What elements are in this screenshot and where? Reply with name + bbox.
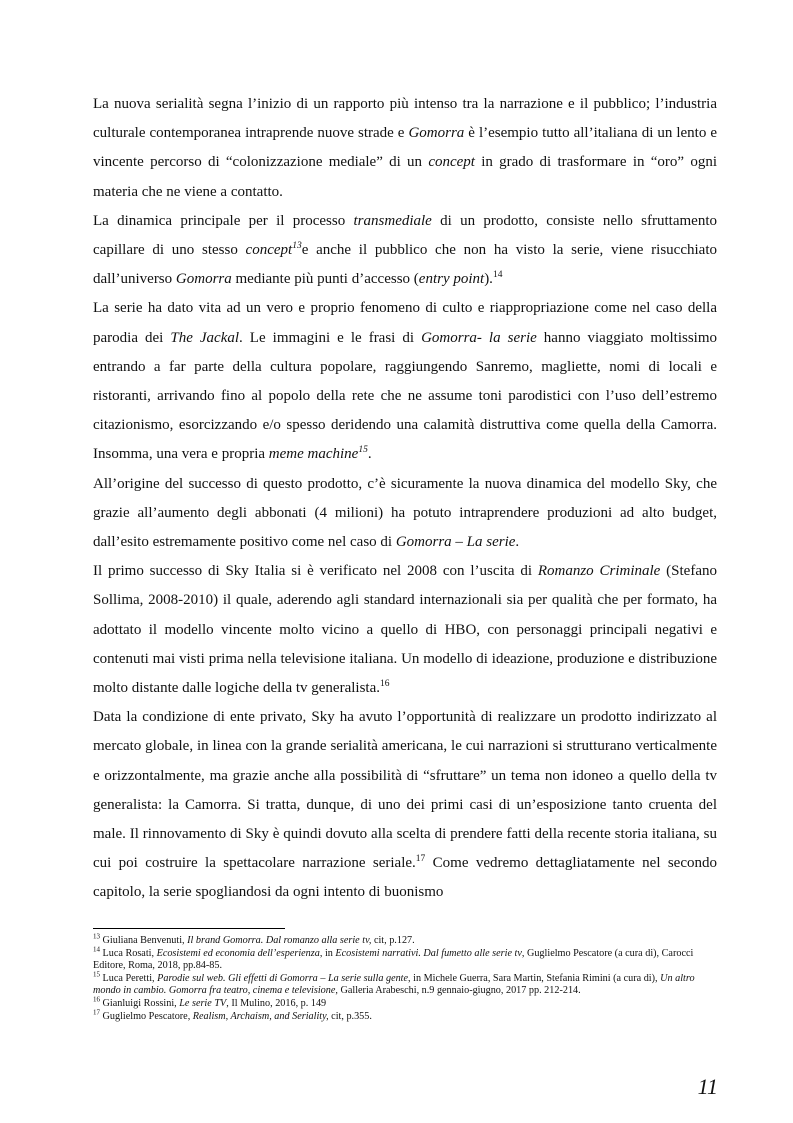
text-run: di un prodotto, consiste nello sfruttamento capillare di uno stesso xyxy=(93,212,717,259)
text-run: Gianluigi Rossini, xyxy=(100,997,180,1009)
footnote-ref: 14 xyxy=(492,270,503,281)
paragraph xyxy=(93,294,717,469)
text-run: , Il Mulino, 2016, p. 149 xyxy=(226,997,327,1009)
italic-text: Gomorra xyxy=(408,125,465,142)
paragraph xyxy=(93,703,717,907)
text-run: Luca Peretti, xyxy=(100,972,158,984)
text-run: , Guglielmo Pescatore (a cura di), Carocci Editore, Roma, 2018, pp.84-85. xyxy=(93,947,694,972)
paragraph xyxy=(93,470,717,558)
italic-text: Un altro mondo in cambio. Gomorra fra teatro, cinema e televisione xyxy=(93,972,695,997)
footnote xyxy=(93,945,717,973)
text-run: . Le immagini e le frasi di xyxy=(239,329,422,346)
footnote-ref: 13 xyxy=(292,241,302,252)
text-run: Il primo successo di Sky Italia si è verificato nel 2008 con l’uscita di xyxy=(93,563,538,580)
footnote xyxy=(93,970,717,998)
italic-text: Ecosistemi narrativi. Dal fumetto alle serie tv xyxy=(335,947,522,959)
italic-text: Realism, Archaism, and Seriality, xyxy=(192,1010,329,1022)
footnote-ref: 14 xyxy=(93,945,100,954)
italic-text: meme machine xyxy=(268,446,359,463)
text-run: Come vedremo dettagliatamente nel secondo capitolo, la serie spogliandosi da ogni intento di buonismo xyxy=(93,855,717,901)
footnotes xyxy=(93,932,717,1023)
text-run: . xyxy=(367,446,372,463)
text-run: Giuliana Benvenuti, xyxy=(100,935,188,946)
italic-text: Parodie sul web. Gli effetti di Gomorra – La serie sulla gente xyxy=(157,972,409,984)
footnote xyxy=(93,995,717,1011)
paragraph xyxy=(93,207,717,295)
italic-text: Gomorra xyxy=(175,271,232,288)
italic-text: Romanzo Criminale xyxy=(537,563,661,580)
footnote-ref: 15 xyxy=(358,445,368,456)
italic-text: Gomorra- la serie xyxy=(421,329,537,346)
text-run: Guglielmo Pescatore, xyxy=(100,1010,193,1022)
text-run: (Stefano Sollima, 2008-2010) il quale, aderendo agli standard internazionali sia per qualità che per formato, ha adottato il modello vincente molto vicino a quello di HBO, con personaggi principali negativi e contenuti mai visti prima nella televisione italiana. Un modello di ideazione, produzione e distribuzione molto distante dalle logiche della tv generalista. xyxy=(93,563,717,697)
text-run: e anche il pubblico che non ha visto la serie, viene risucchiato dall’universo xyxy=(93,242,717,288)
text-run: All’origine del successo di questo prodotto, c’è sicuramente la nuova dinamica del modello Sky, che grazie all’aumento degli abbonati (4 milioni) ha potuto intraprendere produzioni ad alto budget, dall’esito estremamente positivo come nel caso di xyxy=(93,475,717,551)
text-run: La dinamica principale per il processo xyxy=(93,212,354,229)
italic-text: Le serie TV xyxy=(179,997,227,1009)
italic-text: transmediale xyxy=(353,212,432,229)
italic-text: Il brand Gomorra. Dal romanzo alla serie tv, xyxy=(187,935,372,946)
footnote-ref: 16 xyxy=(93,995,100,1004)
body-text xyxy=(93,90,717,908)
italic-text: concept xyxy=(245,242,293,259)
italic-text: The Jackal xyxy=(170,329,240,346)
text-run: è l’esempio tutto all’italiana di un lento e vincente percorso di “colonizzazione mediale” di un xyxy=(93,125,717,171)
text-run: , in xyxy=(319,947,336,959)
text-run: La serie ha dato vita ad un vero e proprio fenomeno di culto e riappropriazione come nel caso della parodia dei xyxy=(93,300,717,346)
text-run: in grado di trasformare in “oro” ogni materia che ne viene a contatto. xyxy=(93,154,717,200)
text-run: Luca Rosati, xyxy=(100,947,157,959)
italic-text: entry point xyxy=(418,271,485,288)
footnote-ref: 17 xyxy=(93,1008,100,1017)
paragraph xyxy=(93,557,717,703)
page-number: 11 xyxy=(697,1074,718,1099)
paragraph xyxy=(93,90,717,207)
footnote-ref: 17 xyxy=(415,854,426,865)
footnote xyxy=(93,932,717,948)
text-run: mediante più punti d’accesso ( xyxy=(231,271,419,288)
text-run: , in Michele Guerra, Sara Martin, Stefania Rimini (a cura di), xyxy=(408,972,661,984)
text-run: cit, p.127. xyxy=(371,935,415,946)
footnote-ref: 15 xyxy=(93,970,100,979)
italic-text: concept xyxy=(428,154,475,171)
footnote-ref: 13 xyxy=(93,932,100,941)
text-run: , Galleria Arabeschi, n.9 gennaio-giugno, 2017 pp. 212-214. xyxy=(335,985,581,997)
footnote-separator xyxy=(93,928,285,929)
italic-text: Ecosistemi ed economia dell’esperienza xyxy=(156,947,320,959)
italic-text: Gomorra – La serie xyxy=(395,534,516,551)
footnote-ref: 16 xyxy=(380,679,390,690)
text-run: ). xyxy=(484,271,493,288)
text-run: . xyxy=(515,534,520,551)
footnote xyxy=(93,1008,717,1024)
text-run: cit, p.355. xyxy=(328,1010,372,1022)
text-run: hanno viaggiato moltissimo entrando a far parte della cultura popolare, raggiungendo Sanremo, magliette, nomi di locali e ristoranti, arrivando fino al popolo della rete che ne assume toni parodistici con l’uso dell’estremo citazionismo, esorcizzando e/o spesso deridendo una calamità distruttiva come quella della Camorra. Insomma, una vera e propria xyxy=(93,329,718,463)
text-run: Data la condizione di ente privato, Sky ha avuto l’opportunità di realizzare un prodotto indirizzato al mercato globale, in linea con la grande serialità americana, le cui narrazioni si strutturano verticalmente e orizzontalmente, ma grazie anche alla possibilità di “sfruttare” un tema non idoneo a quello della tv generalista: la Camorra. Si tratta, dunque, di uno dei primi casi di un’esposizione tanto cruenta del male. Il rinnovamento di Sky è quindi dovuto alla scelta di prendere fatti della recente storia italiana, su cui poi costruire la spettacolare narrazione seriale. xyxy=(93,709,717,872)
text-run: La nuova serialità segna l’inizio di un rapporto più intenso tra la narrazione e il pubblico; l’industria culturale contemporanea intraprende nuove strade e xyxy=(93,96,717,142)
